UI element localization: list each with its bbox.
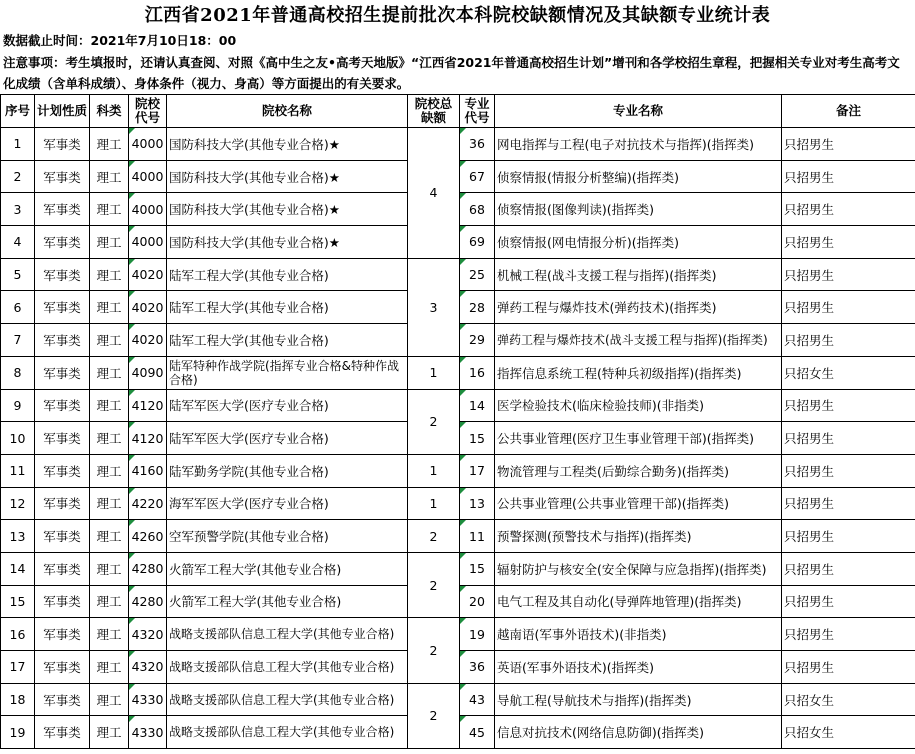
cell-major-name: 信息对抗技术(网络信息防御)(指挥类) [495,716,782,749]
cell-subject: 理工 [90,716,129,749]
cell-subject: 理工 [90,356,129,389]
cell-remark: 只招女生 [782,683,915,716]
cell-subject: 理工 [90,618,129,651]
cell-remark: 只招男生 [782,258,915,291]
cell-major-name: 物流管理与工程类(后勤综合勤务)(指挥类) [495,454,782,487]
cell-subject: 理工 [90,585,129,618]
cell-major-name: 公共事业管理(医疗卫生事业管理干部)(指挥类) [495,422,782,455]
cell-remark: 只招男生 [782,651,915,684]
cell-major-name: 电气工程及其自动化(导弹阵地管理)(指挥类) [495,585,782,618]
cell-major-code: 43 [460,683,495,716]
header-major-code: 专业代号 [460,95,495,128]
table-row [1,487,915,520]
cell-major-code: 19 [460,618,495,651]
cell-plan-type: 军事类 [35,454,90,487]
cell-school-name: 国防科技大学(其他专业合格)★ [167,193,408,226]
cell-school-name: 空军预警学院(其他专业合格) [167,520,408,553]
cell-subject: 理工 [90,324,129,357]
cell-school-name: 陆军工程大学(其他专业合格) [167,291,408,324]
cell-school-name: 陆军工程大学(其他专业合格) [167,258,408,291]
header-remark: 备注 [782,95,915,128]
cell-school-code: 4020 [129,258,167,291]
cell-plan-type: 军事类 [35,487,90,520]
cell-subject: 理工 [90,520,129,553]
cell-remark: 只招女生 [782,716,915,749]
cell-subject: 理工 [90,683,129,716]
cell-school-vacancy: 2 [408,618,460,683]
cell-major-code: 15 [460,552,495,585]
cell-remark: 只招男生 [782,585,915,618]
cell-school-name: 国防科技大学(其他专业合格)★ [167,160,408,193]
table-row [1,389,915,422]
cell-major-code: 13 [460,487,495,520]
cell-school-name: 海军军医大学(医疗专业合格) [167,487,408,520]
cell-subject: 理工 [90,422,129,455]
cell-plan-type: 军事类 [35,193,90,226]
cell-plan-type: 军事类 [35,585,90,618]
cell-subject: 理工 [90,651,129,684]
cell-school-name: 国防科技大学(其他专业合格)★ [167,226,408,259]
cell-major-name: 辐射防护与核安全(安全保障与应急指挥)(指挥类) [495,552,782,585]
cell-plan-type: 军事类 [35,291,90,324]
cell-seq: 7 [1,324,35,357]
cell-remark: 只招男生 [782,454,915,487]
cell-major-code: 20 [460,585,495,618]
cell-major-name: 英语(军事外语技术)(指挥类) [495,651,782,684]
cell-seq: 3 [1,193,35,226]
cell-major-name: 医学检验技术(临床检验技师)(非指类) [495,389,782,422]
cell-seq: 16 [1,618,35,651]
cell-major-name: 指挥信息系统工程(特种兵初级指挥)(指挥类) [495,356,782,389]
cell-seq: 2 [1,160,35,193]
cell-school-vacancy: 2 [408,552,460,617]
cell-major-code: 36 [460,128,495,161]
cell-school-code: 4090 [129,356,167,389]
cell-seq: 13 [1,520,35,553]
cell-school-code: 4020 [129,324,167,357]
cell-remark: 只招男生 [782,422,915,455]
notice-text: 注意事项：考生填报时，还请认真查阅、对照《高中生之友•高考天地版》“江西省2021年普通高校招生计划”增刊和各学校招生章程，把握相关专业对考生高考文化成绩（含单科成绩）、身体条件（视力、身高）等方面提出的有关要求。 [3,55,900,91]
cell-seq: 14 [1,552,35,585]
cell-school-code: 4000 [129,193,167,226]
cell-major-name: 越南语(军事外语技术)(非指类) [495,618,782,651]
cell-school-name: 陆军军医大学(医疗专业合格) [167,389,408,422]
header-school-vacancy: 院校总缺额 [408,95,460,128]
header-subject: 科类 [90,95,129,128]
cell-major-name: 网电指挥与工程(电子对抗技术与指挥)(指挥类) [495,128,782,161]
cell-subject: 理工 [90,454,129,487]
cell-school-name: 战略支援部队信息工程大学(其他专业合格) [167,618,408,651]
cell-subject: 理工 [90,291,129,324]
cell-remark: 只招男生 [782,193,915,226]
cell-school-code: 4000 [129,128,167,161]
cell-major-code: 36 [460,651,495,684]
table-row [1,258,915,291]
cell-school-code: 4260 [129,520,167,553]
cell-major-name: 预警探测(预警技术与指挥)(指挥类) [495,520,782,553]
cell-plan-type: 军事类 [35,552,90,585]
cell-major-code: 14 [460,389,495,422]
cell-plan-type: 军事类 [35,422,90,455]
header-seq: 序号 [1,95,35,128]
cell-major-code: 16 [460,356,495,389]
cell-school-name: 陆军军医大学(医疗专业合格) [167,422,408,455]
cell-major-name: 导航工程(导航技术与指挥)(指挥类) [495,683,782,716]
table-row [1,552,915,585]
cell-school-vacancy: 1 [408,454,460,487]
cell-subject: 理工 [90,193,129,226]
cell-remark: 只招男生 [782,389,915,422]
page-title: 江西省2021年普通高校招生提前批次本科院校缺额情况及其缺额专业统计表 [144,5,771,26]
cell-seq: 1 [1,128,35,161]
cell-school-code: 4320 [129,651,167,684]
cell-school-code: 4220 [129,487,167,520]
table-row [1,683,915,716]
cell-plan-type: 军事类 [35,618,90,651]
cell-school-code: 4000 [129,160,167,193]
cell-remark: 只招男生 [782,520,915,553]
cell-major-code: 17 [460,454,495,487]
cell-plan-type: 军事类 [35,128,90,161]
cell-remark: 只招女生 [782,356,915,389]
cell-major-name: 侦察情报(图像判读)(指挥类) [495,193,782,226]
cell-seq: 15 [1,585,35,618]
cell-school-vacancy: 2 [408,683,460,748]
cell-school-vacancy: 3 [408,258,460,356]
cell-school-code: 4320 [129,618,167,651]
cell-seq: 12 [1,487,35,520]
cell-seq: 5 [1,258,35,291]
cell-plan-type: 军事类 [35,683,90,716]
cell-school-code: 4120 [129,389,167,422]
cell-school-name: 陆军特种作战学院(指挥专业合格&特种作战合格) [167,356,408,389]
cell-plan-type: 军事类 [35,226,90,259]
cell-remark: 只招男生 [782,618,915,651]
cell-plan-type: 军事类 [35,160,90,193]
data-deadline: 数据截止时间：2021年7月10日18：00 [3,33,237,48]
cell-plan-type: 军事类 [35,324,90,357]
cell-major-name: 公共事业管理(公共事业管理干部)(指挥类) [495,487,782,520]
cell-plan-type: 军事类 [35,716,90,749]
cell-school-vacancy: 2 [408,520,460,553]
cell-plan-type: 军事类 [35,389,90,422]
cell-school-vacancy: 2 [408,389,460,454]
cell-subject: 理工 [90,160,129,193]
cell-plan-type: 军事类 [35,651,90,684]
cell-seq: 17 [1,651,35,684]
table-row [1,356,915,389]
cell-seq: 6 [1,291,35,324]
cell-subject: 理工 [90,487,129,520]
cell-school-code: 4280 [129,585,167,618]
cell-major-name: 机械工程(战斗支援工程与指挥)(指挥类) [495,258,782,291]
cell-school-name: 战略支援部队信息工程大学(其他专业合格) [167,716,408,749]
cell-major-code: 68 [460,193,495,226]
cell-school-vacancy: 1 [408,356,460,389]
cell-major-code: 15 [460,422,495,455]
cell-school-code: 4000 [129,226,167,259]
cell-school-name: 陆军勤务学院(其他专业合格) [167,454,408,487]
header-school-code: 院校代号 [129,95,167,128]
cell-school-vacancy: 4 [408,128,460,259]
cell-plan-type: 军事类 [35,258,90,291]
table-row [1,128,915,161]
cell-seq: 19 [1,716,35,749]
cell-school-name: 陆军工程大学(其他专业合格) [167,324,408,357]
cell-remark: 只招男生 [782,324,915,357]
cell-seq: 4 [1,226,35,259]
cell-major-name: 侦察情报(网电情报分析)(指挥类) [495,226,782,259]
header-school-name: 院校名称 [167,95,408,128]
cell-subject: 理工 [90,258,129,291]
cell-school-code: 4020 [129,291,167,324]
cell-subject: 理工 [90,389,129,422]
cell-subject: 理工 [90,128,129,161]
cell-school-vacancy: 1 [408,487,460,520]
cell-seq: 11 [1,454,35,487]
cell-school-code: 4330 [129,716,167,749]
cell-remark: 只招男生 [782,160,915,193]
cell-remark: 只招男生 [782,291,915,324]
vacancy-table [0,94,915,749]
cell-school-code: 4330 [129,683,167,716]
cell-seq: 10 [1,422,35,455]
cell-remark: 只招男生 [782,128,915,161]
cell-subject: 理工 [90,226,129,259]
cell-school-name: 战略支援部队信息工程大学(其他专业合格) [167,683,408,716]
cell-seq: 18 [1,683,35,716]
table-row [1,618,915,651]
cell-major-code: 28 [460,291,495,324]
cell-major-code: 67 [460,160,495,193]
cell-seq: 8 [1,356,35,389]
cell-remark: 只招男生 [782,487,915,520]
cell-remark: 只招男生 [782,552,915,585]
cell-school-code: 4280 [129,552,167,585]
cell-major-code: 25 [460,258,495,291]
cell-school-name: 火箭军工程大学(其他专业合格) [167,552,408,585]
table-header-row [1,95,915,128]
cell-school-code: 4120 [129,422,167,455]
cell-major-code: 69 [460,226,495,259]
cell-major-code: 29 [460,324,495,357]
cell-major-code: 11 [460,520,495,553]
cell-school-name: 火箭军工程大学(其他专业合格) [167,585,408,618]
cell-major-name: 弹药工程与爆炸技术(弹药技术)(指挥类) [495,291,782,324]
cell-seq: 9 [1,389,35,422]
cell-major-name: 侦察情报(情报分析整编)(指挥类) [495,160,782,193]
table-row [1,454,915,487]
cell-plan-type: 军事类 [35,356,90,389]
cell-major-code: 45 [460,716,495,749]
header-plan-type: 计划性质 [35,95,90,128]
cell-major-name: 弹药工程与爆炸技术(战斗支援工程与指挥)(指挥类) [495,324,782,357]
cell-school-name: 战略支援部队信息工程大学(其他专业合格) [167,651,408,684]
cell-school-code: 4160 [129,454,167,487]
cell-school-name: 国防科技大学(其他专业合格)★ [167,128,408,161]
table-row [1,520,915,553]
cell-plan-type: 军事类 [35,520,90,553]
header-major-name: 专业名称 [495,95,782,128]
cell-subject: 理工 [90,552,129,585]
cell-remark: 只招男生 [782,226,915,259]
